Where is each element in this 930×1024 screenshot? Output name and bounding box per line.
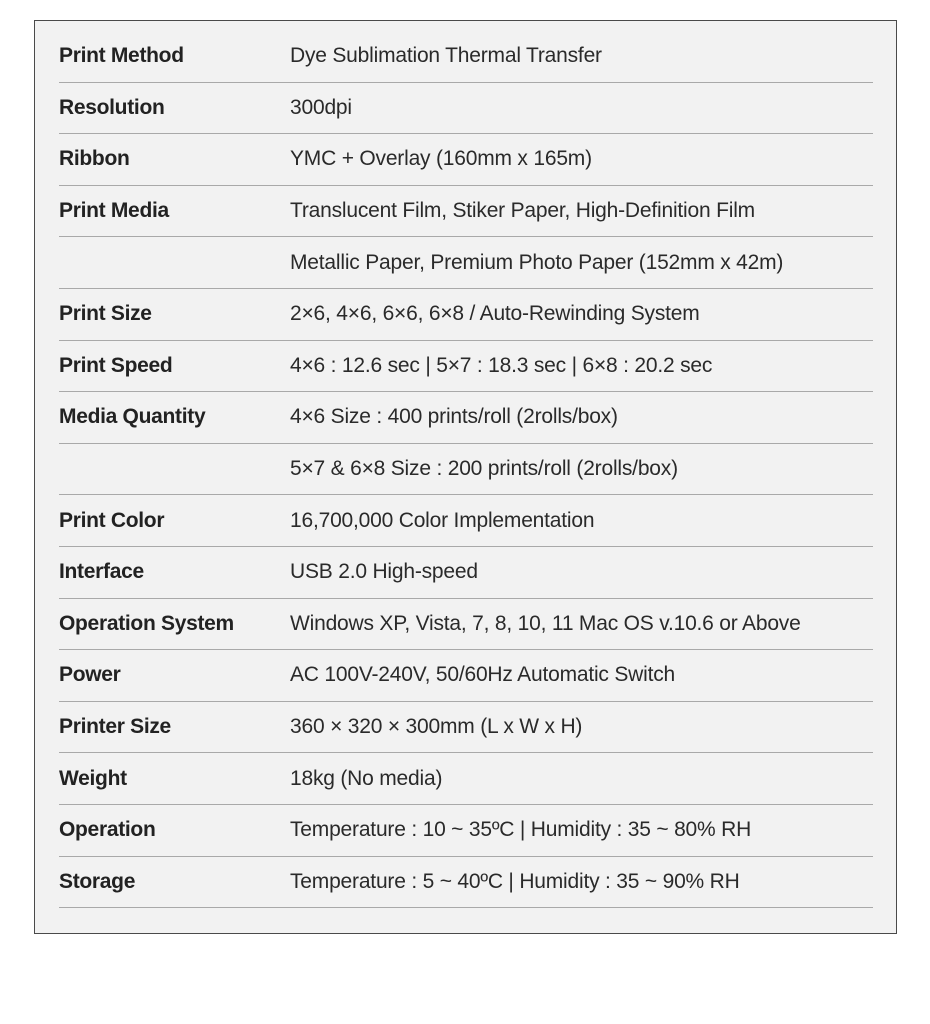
spec-value: 5×7 & 6×8 Size : 200 prints/roll (2rolls/box) [290, 457, 678, 481]
spec-value: AC 100V-240V, 50/60Hz Automatic Switch [290, 663, 676, 687]
spec-value: YMC + Overlay (160mm x 165m) [290, 147, 592, 171]
spec-label: Print Media [59, 199, 169, 223]
spec-row-print-media-cont [59, 237, 873, 289]
spec-value: 360 × 320 × 300mm (L x W x H) [290, 715, 583, 739]
spec-label: Media Quantity [59, 405, 206, 429]
spec-label: Print Size [59, 302, 152, 326]
spec-value: Temperature : 10 ~ 35ºC | Humidity : 35 ~ 80% RH [290, 818, 752, 842]
spec-value: 2×6, 4×6, 6×6, 6×8 / Auto-Rewinding System [290, 302, 700, 326]
spec-row-print-method [59, 31, 873, 83]
spec-value: Translucent Film, Stiker Paper, High-Definition Film [290, 199, 755, 223]
spec-row-interface [59, 547, 873, 599]
spec-label: Power [59, 663, 121, 687]
spec-label: Ribbon [59, 147, 130, 171]
spec-row-print-color [59, 495, 873, 547]
spec-row-print-media [59, 186, 873, 238]
spec-value: USB 2.0 High-speed [290, 560, 478, 584]
spec-label: Operation System [59, 611, 234, 635]
spec-table [59, 31, 873, 908]
spec-row-weight [59, 753, 873, 805]
spec-row-media-quantity-cont [59, 444, 873, 496]
spec-value: 18kg (No media) [290, 766, 443, 790]
spec-row-media-quantity [59, 392, 873, 444]
spec-value: 4×6 Size : 400 prints/roll (2rolls/box) [290, 405, 618, 429]
spec-label: Printer Size [59, 715, 171, 739]
spec-panel [34, 20, 897, 934]
spec-value: 16,700,000 Color Implementation [290, 508, 595, 532]
spec-label: Print Method [59, 44, 184, 68]
spec-row-resolution [59, 83, 873, 135]
spec-row-print-speed [59, 341, 873, 393]
spec-row-storage [59, 857, 873, 909]
spec-row-power [59, 650, 873, 702]
spec-row-print-size [59, 289, 873, 341]
spec-label: Print Speed [59, 353, 173, 377]
spec-value: 4×6 : 12.6 sec | 5×7 : 18.3 sec | 6×8 : 20.2 sec [290, 353, 713, 377]
spec-label: Operation [59, 818, 156, 842]
spec-value: 300dpi [290, 95, 352, 119]
spec-label: Weight [59, 766, 127, 790]
spec-row-printer-size [59, 702, 873, 754]
spec-row-operation-system [59, 599, 873, 651]
spec-label: Storage [59, 869, 136, 893]
spec-label: Print Color [59, 508, 165, 532]
spec-value: Dye Sublimation Thermal Transfer [290, 44, 602, 68]
spec-label: Resolution [59, 95, 165, 119]
spec-value: Windows XP, Vista, 7, 8, 10, 11 Mac OS v.10.6 or Above [290, 611, 801, 635]
spec-row-operation [59, 805, 873, 857]
spec-label: Interface [59, 560, 144, 584]
spec-value: Metallic Paper, Premium Photo Paper (152mm x 42m) [290, 250, 784, 274]
spec-value: Temperature : 5 ~ 40ºC | Humidity : 35 ~ 90% RH [290, 869, 740, 893]
spec-row-ribbon [59, 134, 873, 186]
